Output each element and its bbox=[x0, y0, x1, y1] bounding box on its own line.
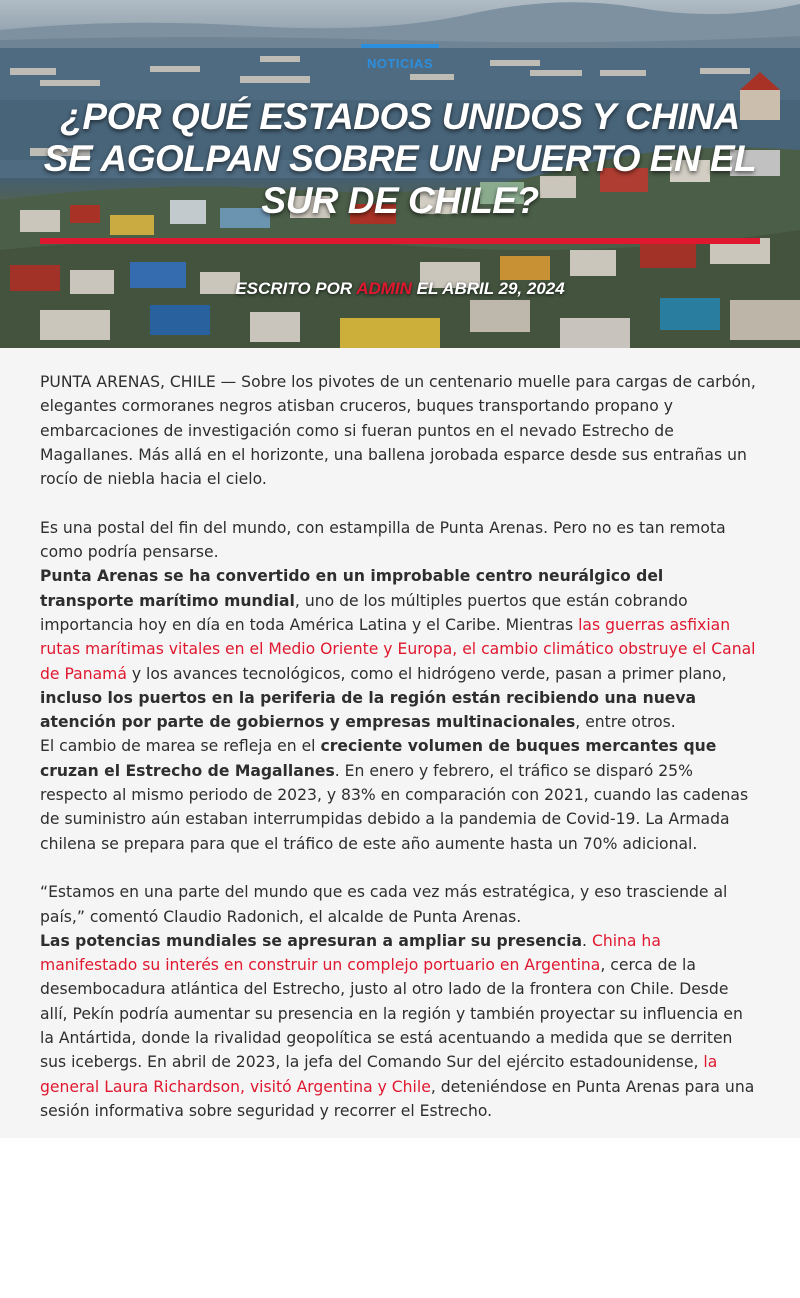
paragraph-4 bbox=[40, 734, 760, 855]
author-link[interactable]: ADMIN bbox=[356, 279, 412, 298]
bold-text: creciente volumen de buques mercantes que cruzan el Estrecho de Magallanes bbox=[40, 737, 717, 780]
category-underline bbox=[361, 44, 439, 48]
text-span: El cambio de marea se refleja en el bbox=[40, 737, 321, 756]
article-body bbox=[0, 348, 800, 1138]
category-tag[interactable]: NOTICIAS bbox=[366, 56, 434, 71]
text-span: , cerca de la desembocadura atlántica del Estrecho, justo al otro lado de la frontera con Chile. Desde allí, Pekín podría aumentar su presencia en la región y también proyectar su influencia en la Antártida, donde la rivalidad geopolítica se está acentuando a medida que se derriten sus icebergs. En abril de 2023, la jefa del Comando Sur del ejército estadounidense, bbox=[40, 956, 743, 1072]
link-china-port[interactable]: China ha manifestado su interés en construir un complejo portuario en Argentina bbox=[40, 931, 661, 975]
hero-banner bbox=[0, 0, 800, 348]
text-span: , entre otros. bbox=[575, 713, 676, 732]
text-span: . bbox=[582, 931, 592, 950]
text-span: , deteniéndose en Punta Arenas para una sesión informativa sobre seguridad y recorrer el Estrecho. bbox=[40, 1077, 755, 1120]
byline-date: EL ABRIL 29, 2024 bbox=[411, 279, 565, 298]
paragraph-5: “Estamos en una parte del mundo que es cada vez más estratégica, y eso trasciende al país,” comentó Claudio Radonich, el alcalde de Punta Arenas. bbox=[40, 883, 728, 926]
text-span: , uno de los múltiples puertos que están cobrando importancia hoy en día en toda América Latina y el Caribe. Mientras bbox=[40, 591, 688, 634]
byline-prefix: ESCRITO POR bbox=[235, 279, 357, 298]
text-span: y los avances tecnológicos, como el hidrógeno verde, pasan a primer plano, bbox=[126, 664, 727, 683]
bold-text: incluso los puertos en la periferia de la región están recibiendo una nueva atención por parte de gobiernos y empresas multinacionales bbox=[40, 688, 697, 732]
paragraph-1: PUNTA ARENAS, CHILE — Sobre los pivotes de un centenario muelle para cargas de carbón, elegantes cormoranes negros atisban cruceros, buques transportando propano y embarcaciones de investigación como si fueran puntos en el nevado Estrecho de Magallanes. Más allá en el horizonte, una ballena jorobada esparce desde sus entrañas un rocío de niebla hacia el cielo. bbox=[40, 373, 756, 489]
bold-text: Las potencias mundiales se apresuran a ampliar su presencia bbox=[40, 931, 583, 950]
byline bbox=[0, 279, 800, 299]
text-span: . En enero y febrero, el tráfico se disparó 25% respecto al mismo periodo de 2023, y 83% en comparación con 2021, cuando las cadenas de suministro aún estaban interrumpidas debido a la pandemia de Covid-19. La Armada chilena se prepara para que el tráfico de este año aumente hasta un 70% adicional. bbox=[40, 761, 749, 853]
paragraph-2: Es una postal del fin del mundo, con estampilla de Punta Arenas. Pero no es tan remota como podría pensarse. bbox=[40, 518, 726, 562]
title-divider bbox=[40, 238, 760, 244]
paragraph-3 bbox=[40, 564, 760, 734]
page-title: ¿POR QUÉ ESTADOS UNIDOS Y CHINA SE AGOLPAN SOBRE UN PUERTO EN EL SUR DE CHILE? bbox=[43, 96, 757, 221]
link-richardson-visit[interactable]: la general Laura Richardson, visitó Argentina y Chile bbox=[40, 1053, 718, 1096]
paragraph-6 bbox=[40, 929, 760, 1123]
bold-text: Punta Arenas se ha convertido en un improbable centro neurálgico del transporte marítimo mundial bbox=[40, 567, 664, 610]
link-maritime-routes[interactable]: las guerras asfixian rutas marítimas vitales en el Medio Oriente y Europa, el cambio climático obstruye el Canal de Panamá bbox=[40, 615, 756, 683]
